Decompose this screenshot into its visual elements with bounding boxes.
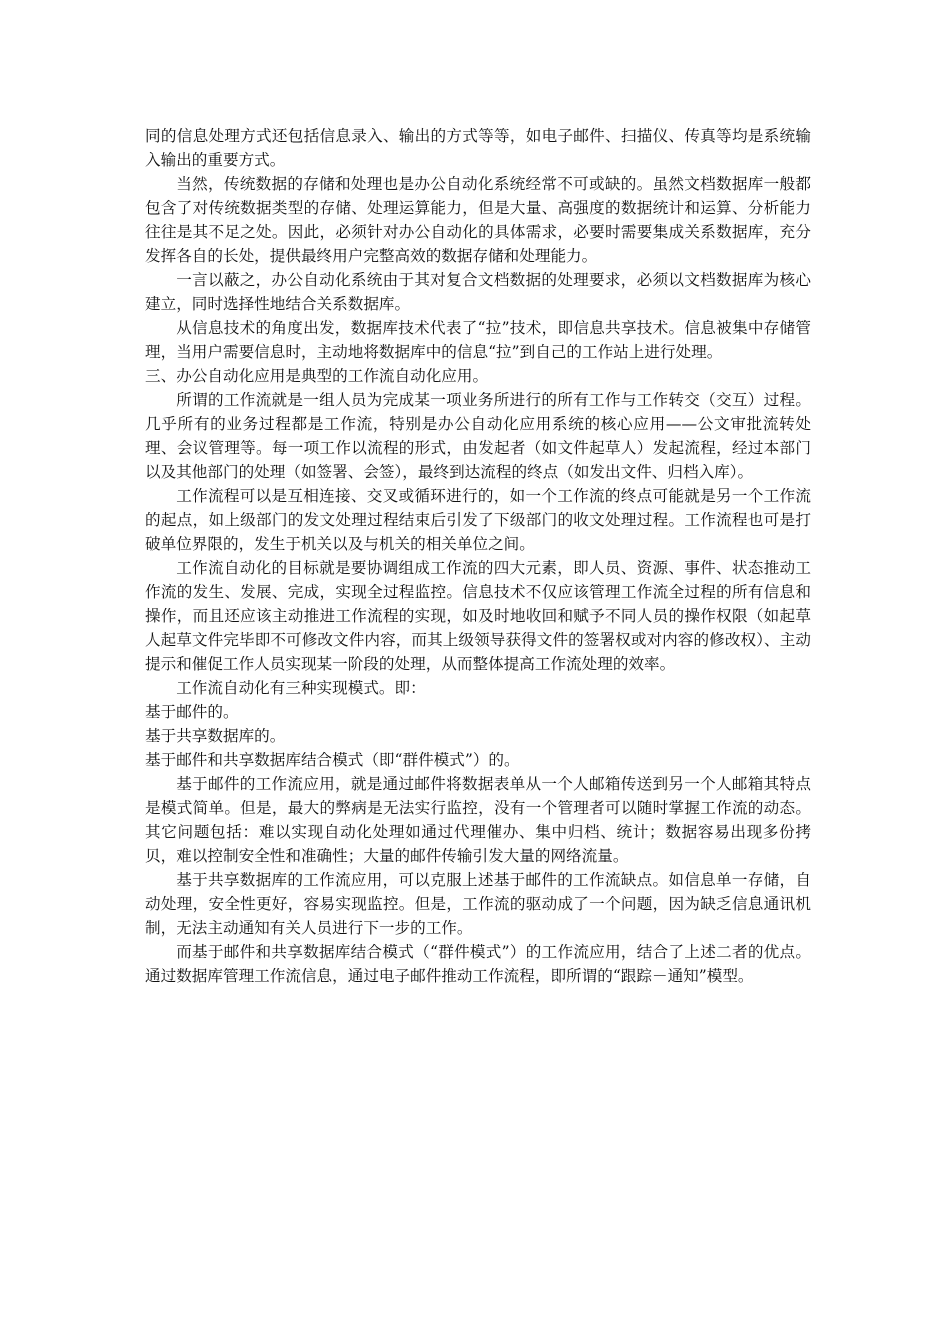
section-heading: 三、办公自动化应用是典型的工作流自动化应用。: [145, 367, 489, 385]
paragraph: 一言以蔽之，办公自动化系统由于其对复合文档数据的处理要求，必须以文档数据库为核心建立，同时选择性地结合关系数据库。: [145, 271, 811, 313]
list-item: 基于邮件和共享数据库结合模式（即“群件模式”）的。: [145, 751, 520, 769]
paragraph: 基于共享数据库的工作流应用，可以克服上述基于邮件的工作流缺点。如信息单一存储，自动处理，安全性更好，容易实现监控。但是，工作流的驱动成了一个问题，因为缺乏信息通讯机制，无法主动通知有关人员进行下一步的工作。: [145, 871, 811, 937]
paragraph: 工作流自动化的目标就是要协调组成工作流的四大元素，即人员、资源、事件、状态推动工作流的发生、发展、完成，实现全过程监控。信息技术不仅应该管理工作流全过程的所有信息和操作，而且还应该主动推进工作流程的实现，如及时地收回和赋予不同人员的操作权限（如起草人起草文件完毕即不可修改文件内容，而其上级领导获得文件的签署权或对内容的修改权）、主动提示和催促工作人员实现某一阶段的处理，从而整体提高工作流处理的效率。: [145, 559, 811, 673]
list-item: 基于邮件的。: [145, 703, 239, 721]
paragraph: 工作流程可以是互相连接、交叉或循环进行的，如一个工作流的终点可能就是另一个工作流的起点，如上级部门的发文处理过程结束后引发了下级部门的收文处理过程。工作流程也可是打破单位界限的，发生于机关以及与机关的相关单位之间。: [145, 487, 811, 553]
paragraph: 从信息技术的角度出发，数据库技术代表了“拉”技术，即信息共享技术。信息被集中存储管理，当用户需要信息时，主动地将数据库中的信息“拉”到自己的工作站上进行处理。: [145, 319, 811, 361]
paragraph: 基于邮件的工作流应用，就是通过邮件将数据表单从一个人邮箱传送到另一个人邮箱其特点是模式简单。但是，最大的弊病是无法实行监控，没有一个管理者可以随时掌握工作流的动态。其它问题包括：难以实现自动化处理如通过代理催办、集中归档、统计；数据容易出现多份拷贝，难以控制安全性和准确性；大量的邮件传输引发大量的网络流量。: [145, 775, 811, 865]
paragraph: 工作流自动化有三种实现模式。即：: [176, 679, 426, 697]
document-body: [145, 124, 811, 988]
paragraph: 同的信息处理方式还包括信息录入、输出的方式等等，如电子邮件、扫描仪、传真等均是系统输入输出的重要方式。: [145, 127, 811, 169]
paragraph: 所谓的工作流就是一组人员为完成某一项业务所进行的所有工作与工作转交（交互）过程。几乎所有的业务过程都是工作流，特别是办公自动化应用系统的核心应用——公文审批流转处理、会议管理等。每一项工作以流程的形式，由发起者（如文件起草人）发起流程，经过本部门以及其他部门的处理（如签署、会签），最终到达流程的终点（如发出文件、归档入库）。: [145, 391, 811, 481]
list-item: 基于共享数据库的。: [145, 727, 286, 745]
paragraph: 而基于邮件和共享数据库结合模式（“群件模式”）的工作流应用，结合了上述二者的优点。通过数据库管理工作流信息，通过电子邮件推动工作流程，即所谓的“跟踪－通知”模型。: [145, 943, 811, 985]
paragraph: 当然，传统数据的存储和处理也是办公自动化系统经常不可或缺的。虽然文档数据库一般都包含了对传统数据类型的存储、处理运算能力，但是大量、高强度的数据统计和运算、分析能力往往是其不足之处。因此，必须针对办公自动化的具体需求，必要时需要集成关系数据库，充分发挥各自的长处，提供最终用户完整高效的数据存储和处理能力。: [145, 175, 811, 265]
